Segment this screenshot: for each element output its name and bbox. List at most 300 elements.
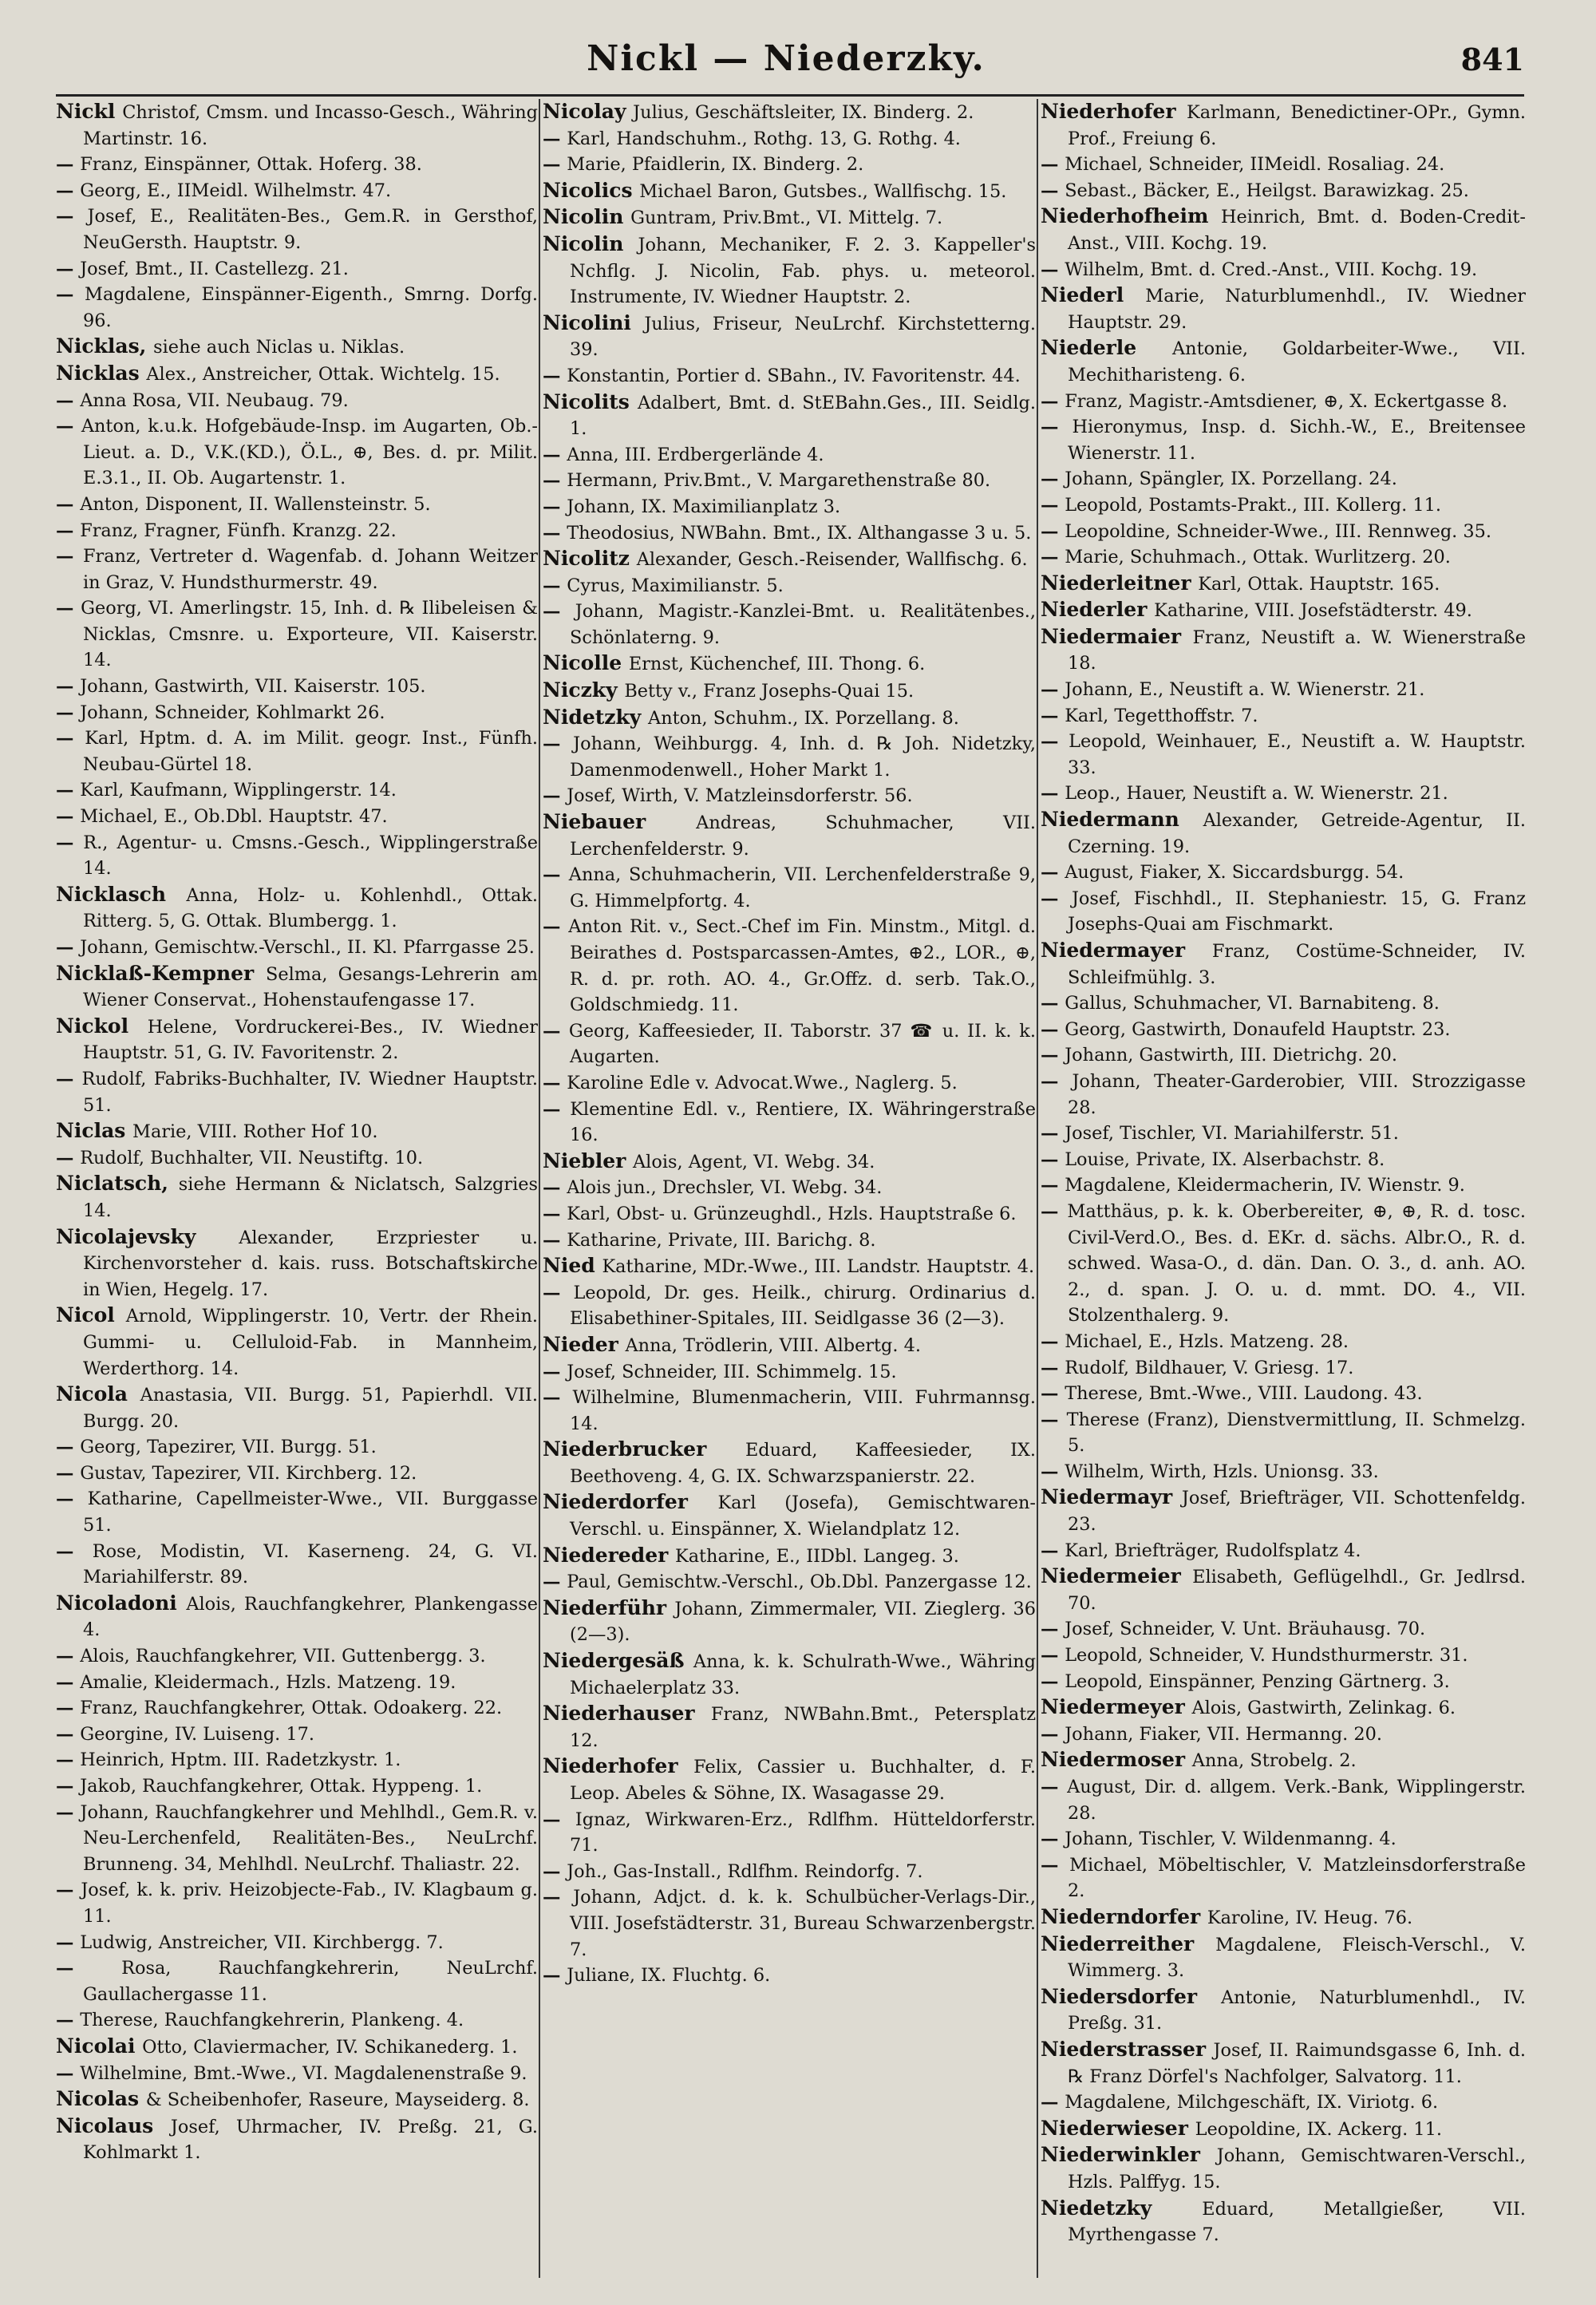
- entry-details: Franz, Einspänner, Ottak. Hoferg. 38.: [80, 154, 422, 176]
- directory-entry: [56, 1643, 538, 1670]
- entry-details: Julius, Friseur, NeuLrchf. Kirchstetterng. 39.: [570, 313, 1036, 361]
- entry-dash: —: [56, 206, 88, 227]
- entry-details: Louise, Private, IX. Alserbachstr. 8.: [1065, 1149, 1385, 1170]
- entry-details: Anton Rit. v., Sect.-Chef im Fin. Minstm., Mitgl. d. Beirathes d. Postsparcassen-Amtes, ⊕2., LOR., ⊕, R. d. pr. roth. AO. 4., Gr.Offz. d. serb. Tak.O., Goldschmiedg. 11.: [568, 916, 1036, 1016]
- directory-entry: [1041, 1147, 1526, 1173]
- directory-entry: [1041, 1774, 1526, 1826]
- directory-entry: [56, 2061, 538, 2087]
- directory-entry: [1041, 807, 1526, 860]
- entry-dash: —: [543, 154, 567, 176]
- entry-details: Anna, Strobelg. 2.: [1191, 1750, 1357, 1772]
- entry-details: Anton, Disponent, II. Wallensteinstr. 5.: [80, 493, 431, 515]
- entry-details: Marie, Pfaidlerin, IX. Binderg. 2.: [567, 154, 864, 176]
- entry-surname: Nicolajevsky: [56, 1224, 239, 1248]
- directory-entry: [1041, 1381, 1526, 1407]
- entry-dash: —: [1041, 1200, 1068, 1222]
- directory-entry: [543, 705, 1036, 732]
- entry-details: Felix, Cassier u. Buchhalter, d. F. Leop. Abeles & Söhne, IX. Wasagasse 29.: [570, 1757, 1036, 1804]
- entry-dash: —: [56, 520, 81, 541]
- directory-entry: [1041, 2090, 1526, 2116]
- page-title: Nickl — Niederzky.: [587, 38, 986, 79]
- directory-entry: [56, 830, 538, 882]
- directory-entry: [1041, 1722, 1526, 1748]
- entry-dash: —: [56, 1147, 81, 1168]
- entry-details: Johann, Spängler, IX. Porzellang. 24.: [1065, 469, 1397, 490]
- entry-details: Gallus, Schuhmacher, VI. Barnabiteng. 8.: [1065, 993, 1440, 1014]
- directory-entry: [1041, 1042, 1526, 1069]
- entry-details: Johann, Gemischtw.-Verschl., II. Kl. Pfarrgasse 25.: [80, 937, 535, 958]
- directory-entry: [56, 1066, 538, 1118]
- entry-dash: —: [543, 1887, 574, 1908]
- directory-entry: [56, 1303, 538, 1382]
- entry-details: siehe auch Niclas u. Niklas.: [153, 337, 405, 358]
- entry-details: Karl, Handschuhm., Rothg. 13, G. Rothg. 4.: [567, 128, 961, 149]
- directory-entry: [543, 573, 1036, 599]
- directory-entry: [1041, 283, 1526, 335]
- entry-dash: —: [1041, 1018, 1065, 1040]
- directory-entry: [543, 1489, 1036, 1542]
- directory-entry: [1041, 519, 1526, 545]
- entry-details: Rosa, Rauchfangkehrerin, NeuLrchf. Gaullachergasse 11.: [83, 1958, 538, 2005]
- directory-entry: [56, 726, 538, 777]
- directory-entry: [543, 231, 1036, 310]
- entry-surname: Niedermayr: [1041, 1485, 1182, 1509]
- entry-dash: —: [1041, 993, 1065, 1014]
- entry-details: R., Agentur- u. Cmsns.-Gesch., Wipplingerstraße 14.: [83, 832, 538, 880]
- entry-dash: —: [1041, 1045, 1065, 1066]
- entry-surname: Nicolas: [56, 2087, 146, 2111]
- entry-details: Johann, Rauchfangkehrer und Mehlhdl., Gem.R. v. Neu-Lerchenfeld, Realitäten-Bes., NeuLrchf. Brunneng. 34, Mehlhdl. NeuLrchf. Thaliastr. 22.: [80, 1801, 538, 1875]
- entry-details: Josef, Tischler, VI. Mariahilferstr. 51.: [1065, 1123, 1399, 1145]
- entry-details: Alexander, Getreide-Agentur, II. Czerning. 19.: [1068, 810, 1526, 857]
- entry-dash: —: [56, 1801, 81, 1823]
- directory-entry: [56, 674, 538, 700]
- directory-entry: [56, 99, 538, 152]
- entry-dash: —: [1041, 1645, 1065, 1666]
- entry-details: Ignaz, Wirkwaren-Erz., Rdlfhm. Hütteldorferstr. 71.: [570, 1809, 1036, 1856]
- entry-dash: —: [543, 1572, 567, 1593]
- entry-surname: Niederler: [1041, 598, 1155, 622]
- entry-details: Karl, Tegetthoffstr. 7.: [1065, 705, 1258, 726]
- entry-surname: Nicolay: [543, 100, 634, 123]
- entry-details: Katharine, MDr.-Wwe., III. Landstr. Hauptstr. 4.: [602, 1256, 1035, 1278]
- directory-entry: [543, 126, 1036, 152]
- entry-details: Therese, Bmt.-Wwe., VIII. Laudong. 43.: [1065, 1383, 1423, 1405]
- directory-entry: [1041, 257, 1526, 283]
- directory-entry: [1041, 1904, 1526, 1931]
- entry-details: Ernst, Küchenchef, III. Thong. 6.: [628, 654, 926, 675]
- directory-entry: [543, 599, 1036, 650]
- directory-entry: [56, 1118, 538, 1145]
- entry-surname: Niederwieser: [1041, 2116, 1195, 2140]
- entry-details: Josef, k. k. priv. Heizobjecte-Fab., IV. Klagbaum g. 11.: [81, 1880, 538, 1927]
- entry-dash: —: [56, 1723, 81, 1745]
- entry-details: Josef, E., Realitäten-Bes., Gem.R. in Gersthof, NeuGersth. Hauptstr. 9.: [83, 206, 538, 253]
- entry-details: Anastasia, VII. Burgg. 51, Papierhdl. VII. Burgg. 20.: [83, 1385, 538, 1432]
- directory-entry: [543, 1701, 1036, 1753]
- entry-dash: —: [56, 1462, 81, 1484]
- entry-dash: —: [56, 598, 81, 619]
- entry-dash: —: [1041, 1829, 1065, 1850]
- entry-dash: —: [543, 1361, 567, 1382]
- entry-details: Franz, Costüme-Schneider, IV. Schleifmühlg. 3.: [1068, 941, 1526, 988]
- entry-surname: Nicola: [56, 1382, 140, 1406]
- entry-details: Katharine, Private, III. Barichg. 8.: [567, 1229, 876, 1251]
- entry-surname: Niedermaier: [1041, 624, 1193, 648]
- column-right: [1041, 99, 1526, 2278]
- entry-details: Johann, Adjct. d. k. k. Schulbücher-Verlags-Dir., VIII. Josefstädterstr. 31, Bureau Schwarzenbergstr. 7.: [570, 1887, 1036, 1960]
- directory-entry: [543, 1963, 1036, 1989]
- entry-details: Antonie, Naturblumenhdl., IV. Preßg. 31.: [1068, 1987, 1526, 2034]
- entry-details: Alois, Agent, VI. Webg. 34.: [633, 1151, 875, 1172]
- entry-details: Sebast., Bäcker, E., Heilgst. Barawizkag. 25.: [1065, 180, 1469, 201]
- directory-entry: [1041, 1931, 1526, 1984]
- entry-details: Josef, Uhrmacher, IV. Preßg. 21, G. Kohlmarkt 1.: [83, 2116, 538, 2164]
- entry-dash: —: [1041, 731, 1069, 753]
- entry-surname: Nicklasch: [56, 882, 187, 906]
- entry-dash: —: [56, 1880, 81, 1901]
- directory-entry: [1041, 703, 1526, 729]
- directory-entry: [543, 1753, 1036, 1806]
- entry-dash: —: [56, 780, 81, 801]
- entry-dash: —: [543, 522, 567, 544]
- entry-dash: —: [56, 676, 81, 698]
- entry-details: Karlmann, Benedictiner-OPr., Gymn. Prof., Freiung 6.: [1068, 102, 1526, 149]
- entry-details: Johann, Schneider, Kohlmarkt 26.: [80, 702, 385, 723]
- entry-dash: —: [1041, 1175, 1065, 1196]
- entry-details: Matthäus, p. k. k. Oberbereiter, ⊕, ⊕, R. d. tosc. Civil-Verd.O., Bes. d. EKr. d. sächs. Albr.O., R. d. schwed. Wasa-O., d. dän. Dan. O. 3., d. anh. AO. 2., d. span. J. O. u. d. mmt. DO. 4., VII. Stolzenthalerg. 9.: [1067, 1200, 1526, 1326]
- directory-entry: [56, 492, 538, 518]
- entry-details: Karl, Ottak. Hauptstr. 165.: [1198, 573, 1440, 595]
- entry-details: Helene, Vordruckerei-Bes., IV. Wiedner Hauptstr. 51, G. IV. Favoritenstr. 2.: [83, 1016, 538, 1064]
- directory-entry: [1041, 1121, 1526, 1147]
- entry-details: Klementine Edl. v., Rentiere, IX. Währingerstraße 16.: [570, 1098, 1036, 1146]
- entry-details: Karl (Josefa), Gemischtwaren-Verschl. u. Einspänner, X. Wielandplatz 12.: [570, 1493, 1036, 1540]
- entry-details: Hieronymus, Insp. d. Sichh.-W., E., Breitensee Wienerstr. 11.: [1068, 417, 1526, 464]
- directory-entry: [56, 882, 538, 935]
- entry-dash: —: [543, 1020, 569, 1042]
- entry-details: Johann, IX. Maximilianplatz 3.: [567, 496, 841, 517]
- entry-details: Johann, Gemischtwaren-Verschl., Hzls. Palffyg. 15.: [1068, 2145, 1526, 2192]
- entry-details: Franz, Rauchfangkehrer, Ottak. Odoakerg. 22.: [80, 1698, 503, 1719]
- entry-dash: —: [56, 258, 81, 279]
- entry-details: Guntram, Priv.Bmt., VI. Mittelg. 7.: [630, 208, 943, 229]
- entry-dash: —: [543, 496, 567, 517]
- entry-dash: —: [1041, 520, 1065, 542]
- entry-details: Alexander, Erzpriester u. Kirchenvorsteher d. kais. russ. Botschaftskirche in Wien, Hegelg. 17.: [83, 1227, 538, 1300]
- entry-surname: Niebauer: [543, 810, 697, 834]
- entry-surname: Niedergesäß: [543, 1649, 693, 1673]
- directory-entry: [543, 731, 1036, 783]
- directory-entry: [543, 494, 1036, 520]
- directory-entry: [543, 546, 1036, 573]
- entry-details: Georg, Gastwirth, Donaufeld Hauptstr. 23.: [1065, 1018, 1451, 1040]
- entry-dash: —: [56, 1489, 88, 1510]
- entry-surname: Nickl: [56, 100, 123, 123]
- directory-entry: [56, 1145, 538, 1172]
- entry-dash: —: [1041, 1383, 1065, 1405]
- entry-details: Leopold, Einspänner, Penzing Gärtnerg. 3.: [1065, 1670, 1450, 1692]
- entry-surname: Niclas: [56, 1119, 133, 1143]
- entry-details: Ludwig, Anstreicher, VII. Kirchbergg. 7.: [80, 1931, 444, 1953]
- entry-details: Wilhelmine, Bmt.-Wwe., VI. Magdalenenstraße 9.: [80, 2062, 527, 2084]
- page-header: [48, 38, 1524, 86]
- entry-dash: —: [543, 365, 567, 386]
- entry-details: Selma, Gesangs-Lehrerin am Wiener Conservat., Hohenstaufengasse 17.: [83, 963, 538, 1011]
- directory-entry: [1041, 1694, 1526, 1722]
- entry-details: Alexander, Gesch.-Reisender, Wallfischg. 6.: [636, 549, 1028, 571]
- entry-dash: —: [56, 1540, 93, 1562]
- entry-details: Leopoldine, Schneider-Wwe., III. Rennweg. 35.: [1065, 520, 1492, 542]
- entry-details: Johann, Gastwirth, III. Dietrichg. 20.: [1065, 1045, 1398, 1066]
- entry-dash: —: [543, 1965, 567, 1987]
- entry-details: Arnold, Wipplingerstr. 10, Vertr. der Rhein. Gummi- u. Celluloid-Fab. in Mannheim, Werderthorg. 14.: [83, 1306, 538, 1379]
- entry-details: Josef, Schneider, V. Unt. Bräuhausg. 70.: [1065, 1619, 1426, 1640]
- entry-surname: Niclatsch,: [56, 1172, 179, 1196]
- directory-entry: [1041, 860, 1526, 886]
- directory-entry: [56, 700, 538, 726]
- entry-details: Elisabeth, Geflügelhdl., Gr. Jedlrsd. 70.: [1068, 1567, 1526, 1614]
- entry-details: Karl, Hptm. d. A. im Milit. geogr. Inst., Fünfh. Neubau-Gürtel 18.: [83, 728, 538, 775]
- directory-entry: [56, 961, 538, 1014]
- directory-entry: [543, 1807, 1036, 1859]
- entry-details: Marie, Naturblumenhdl., IV. Wiedner Hauptstr. 29.: [1068, 286, 1526, 333]
- directory-entry: [1041, 1564, 1526, 1616]
- entry-details: Karl, Briefträger, Rudolfsplatz 4.: [1065, 1540, 1361, 1561]
- entry-details: Joh., Gas-Install., Rdlfhm. Reindorfg. 7.: [567, 1860, 923, 1882]
- entry-surname: Nicolini: [543, 310, 645, 334]
- directory-entry: [56, 413, 538, 492]
- directory-entry: [56, 1224, 538, 1303]
- entry-surname: Nickol: [56, 1014, 148, 1038]
- entry-details: Heinrich, Bmt. d. Boden-Credit-Anst., VIII. Kochg. 19.: [1068, 207, 1526, 254]
- directory-entry: [543, 1595, 1036, 1648]
- entry-details: Franz, Neustift a. W. Wienerstraße 18.: [1068, 627, 1526, 674]
- entry-surname: Niedermayer: [1041, 939, 1212, 962]
- entry-details: Leopold, Schneider, V. Hundsthurmerstr. 31.: [1065, 1645, 1468, 1666]
- entry-dash: —: [1041, 862, 1065, 884]
- entry-dash: —: [56, 832, 84, 853]
- directory-entry: [1041, 886, 1526, 938]
- entry-dash: —: [543, 1229, 567, 1251]
- entry-surname: Niederdorfer: [543, 1490, 718, 1514]
- entry-dash: —: [1041, 783, 1065, 805]
- entry-dash: —: [56, 806, 81, 828]
- entry-surname: Niederreither: [1041, 1931, 1216, 1955]
- entry-dash: —: [56, 1931, 81, 1953]
- entry-details: Michael Baron, Gutsbes., Wallfischg. 15.: [639, 180, 1007, 202]
- entry-details: Michael, Schneider, IIMeidl. Rosaliag. 24.: [1065, 154, 1445, 176]
- entry-dash: —: [1041, 494, 1065, 516]
- entry-details: Marie, VIII. Rother Hof 10.: [132, 1121, 378, 1143]
- entry-details: Josef, Schneider, III. Schimmelg. 15.: [567, 1361, 897, 1382]
- entry-details: Michael, Möbeltischler, V. Matzleinsdorferstraße 2.: [1068, 1854, 1526, 1902]
- entry-details: Konstantin, Portier d. SBahn., IV. Favoritenstr. 44.: [567, 365, 1021, 386]
- directory-entry: [543, 99, 1036, 126]
- entry-details: Johann, Fiaker, VII. Hermanng. 20.: [1065, 1723, 1383, 1745]
- entry-surname: Niederleitner: [1041, 571, 1199, 595]
- entry-surname: Niedermoser: [1041, 1748, 1192, 1772]
- entry-details: Anna, Schuhmacherin, VII. Lerchenfelderstraße 9, G. Himmelpfortg. 4.: [568, 864, 1036, 911]
- directory-entry: [56, 1539, 538, 1591]
- entry-dash: —: [56, 546, 83, 567]
- directory-entry: [543, 1097, 1036, 1149]
- directory-entry: [56, 361, 538, 388]
- entry-details: Magdalene, Fleisch-Verschl., V. Wimmerg. 3.: [1068, 1934, 1526, 1982]
- entry-dash: —: [56, 728, 85, 749]
- entry-surname: Niederndorfer: [1041, 1904, 1207, 1928]
- directory-entry: [56, 1670, 538, 1696]
- entry-details: Rudolf, Bildhauer, V. Griesg. 17.: [1065, 1357, 1354, 1378]
- entry-details: Josef, Bmt., II. Castellezg. 21.: [80, 258, 349, 279]
- entry-details: Anna, Trödlerin, VIII. Albertg. 4.: [625, 1334, 921, 1356]
- directory-entry: [543, 1385, 1036, 1437]
- directory-entry: [1041, 1069, 1526, 1121]
- entry-details: Josef, Briefträger, VII. Schottenfeldg. 23.: [1068, 1488, 1526, 1536]
- entry-surname: Niczky: [543, 678, 625, 702]
- entry-details: Leopold, Dr. ges. Heilk., chirurg. Ordinarius d. Elisabethiner-Spitales, III. Seidlgasse 36 (2—3).: [570, 1282, 1036, 1330]
- entry-dash: —: [56, 154, 81, 176]
- entry-surname: Niedereder: [543, 1543, 675, 1567]
- entry-dash: —: [543, 916, 569, 938]
- entry-details: Gustav, Tapezirer, VII. Kirchberg. 12.: [80, 1462, 417, 1484]
- entry-details: Hermann, Priv.Bmt., V. Margarethenstraße 80.: [567, 470, 991, 492]
- entry-details: Alex., Anstreicher, Ottak. Wichtelg. 15.: [146, 363, 500, 385]
- entry-dash: —: [56, 284, 85, 306]
- directory-entry: [543, 1280, 1036, 1332]
- column-middle: [543, 99, 1036, 2278]
- directory-entry: [543, 1175, 1036, 1201]
- entry-dash: —: [543, 733, 574, 755]
- entry-details: Michael, E., Hzls. Matzeng. 28.: [1065, 1330, 1349, 1352]
- entry-dash: —: [543, 864, 569, 886]
- entry-details: Alois, Rauchfangkehrer, Plankengasse 4.: [83, 1593, 538, 1641]
- entry-details: Johann, Mechaniker, F. 2. 3. Kappeller's Nchflg. J. Nicolin, Fab. phys. u. meteorol. Instrumente, IV. Wiedner Hauptstr. 2.: [570, 234, 1036, 308]
- entry-dash: —: [1041, 1123, 1065, 1145]
- directory-entry: [1041, 1485, 1526, 1537]
- entry-surname: Niedetzky: [1041, 2196, 1203, 2220]
- entry-dash: —: [56, 1776, 81, 1797]
- entry-surname: Niederhofheim: [1041, 204, 1221, 228]
- directory-entry: [1041, 1643, 1526, 1669]
- entry-dash: —: [56, 937, 81, 958]
- entry-dash: —: [1041, 1777, 1068, 1797]
- entry-details: Magdalene, Einspänner-Eigenth., Smrng. Dorfg. 96.: [83, 284, 538, 331]
- entry-details: Katharine, VIII. Josefstädterstr. 49.: [1154, 600, 1472, 622]
- entry-details: Anna, III. Erdbergerlände 4.: [567, 444, 824, 465]
- directory-entry: [1041, 677, 1526, 703]
- directory-entry: [543, 783, 1036, 809]
- entry-dash: —: [543, 1072, 567, 1093]
- directory-entry: [56, 544, 538, 595]
- directory-entry: [56, 178, 538, 204]
- directory-entry: [1041, 1017, 1526, 1043]
- directory-entry: [543, 152, 1036, 178]
- directory-entry: [1041, 414, 1526, 466]
- entry-details: & Scheibenhofer, Raseure, Mayseiderg. 8.: [145, 2090, 530, 2111]
- entry-dash: —: [56, 1437, 81, 1458]
- entry-details: Leopold, Weinhauer, E., Neustift a. W. Hauptstr. 33.: [1068, 731, 1526, 778]
- directory-entry: [56, 2034, 538, 2061]
- directory-entry: [1041, 2037, 1526, 2090]
- directory-entry: [56, 2113, 538, 2166]
- entry-details: Wilhelm, Wirth, Hzls. Unionsg. 33.: [1065, 1461, 1379, 1482]
- entry-details: Alois, Gastwirth, Zelinkag. 6.: [1191, 1698, 1456, 1719]
- entry-dash: —: [543, 1282, 574, 1303]
- entry-details: August, Fiaker, X. Siccardsburgg. 54.: [1065, 862, 1404, 884]
- entry-dash: —: [56, 2062, 81, 2084]
- entry-details: Josef, Fischhdl., II. Stephaniestr. 15, G. Franz Josephs-Quai am Fischmarkt.: [1068, 888, 1526, 935]
- directory-entry: [1041, 1984, 1526, 2037]
- entry-dash: —: [1041, 679, 1065, 701]
- directory-entry: [56, 1773, 538, 1800]
- entry-details: Rose, Modistin, VI. Kaserneng. 24, G. VI. Mariahilferstr. 89.: [83, 1540, 538, 1588]
- directory-entry: [1041, 624, 1526, 677]
- entry-dash: —: [1041, 180, 1065, 201]
- directory-entry: [1041, 1407, 1526, 1459]
- directory-entry: [543, 1149, 1036, 1176]
- directory-entry: [1041, 1826, 1526, 1852]
- entry-dash: —: [1041, 417, 1073, 438]
- directory-entry: [543, 650, 1036, 678]
- directory-entry: [1041, 178, 1526, 204]
- directory-entry: [543, 520, 1036, 547]
- entry-surname: Niederhofer: [1041, 100, 1187, 123]
- entry-dash: —: [1041, 259, 1065, 280]
- entry-details: Josef, Wirth, V. Matzleinsdorferstr. 56.: [567, 785, 913, 807]
- entry-details: Karoline Edle v. Advocat.Wwe., Naglerg. 5.: [567, 1072, 958, 1093]
- directory-entry: [1041, 1172, 1526, 1199]
- directory-entry: [56, 1014, 538, 1066]
- entry-surname: Nicklas,: [56, 334, 154, 358]
- entry-surname: Nicolits: [543, 389, 638, 413]
- directory-entry: [1041, 492, 1526, 519]
- entry-surname: Nieder: [543, 1332, 626, 1356]
- directory-entry: [56, 2007, 538, 2034]
- directory-entry: [543, 914, 1036, 1018]
- directory-entry: [543, 1332, 1036, 1359]
- directory-entry: [543, 1253, 1036, 1280]
- entry-details: Therese (Franz), Dienstvermittlung, II. Schmelzg. 5.: [1066, 1409, 1526, 1457]
- entry-surname: Niederle: [1041, 336, 1172, 360]
- entry-dash: —: [56, 1671, 81, 1693]
- entry-surname: Niedermann: [1041, 808, 1203, 832]
- directory-entry: [56, 282, 538, 334]
- entry-details: Katharine, Capellmeister-Wwe., VII. Burggasse 51.: [83, 1489, 538, 1536]
- entry-dash: —: [1041, 1854, 1070, 1876]
- entry-surname: Nicklaß-Kempner: [56, 961, 267, 985]
- entry-details: Antonie, Goldarbeiter-Wwe., VII. Mechitharisteng. 6.: [1068, 338, 1526, 385]
- entry-details: Johann, Weihburgg. 4, Inh. d. ℞ Joh. Nidetzky, Damenmodenwell., Hoher Markt 1.: [570, 733, 1036, 781]
- entry-details: Rudolf, Fabriks-Buchhalter, IV. Wiedner Hauptstr. 51.: [81, 1068, 538, 1116]
- directory-entry: [1041, 597, 1526, 624]
- directory-entry: [56, 935, 538, 961]
- directory-entry: [1041, 1616, 1526, 1643]
- entry-surname: Nicolin: [543, 205, 631, 229]
- directory-entry: [543, 809, 1036, 862]
- directory-entry: [56, 518, 538, 544]
- directory-entry: [1041, 1329, 1526, 1355]
- directory-entry: [56, 1955, 538, 2007]
- entry-dash: —: [543, 470, 567, 492]
- directory-entry: [56, 2086, 538, 2113]
- directory-entry: [56, 1695, 538, 1722]
- entry-dash: —: [1041, 1619, 1065, 1640]
- entry-details: Wilhelm, Bmt. d. Cred.-Anst., VIII. Kochg. 19.: [1065, 259, 1478, 280]
- entry-dash: —: [1041, 1409, 1067, 1430]
- entry-details: Leopold, Postamts-Prakt., III. Kollerg. 11.: [1065, 494, 1441, 516]
- entry-surname: Nicolai: [56, 2034, 143, 2058]
